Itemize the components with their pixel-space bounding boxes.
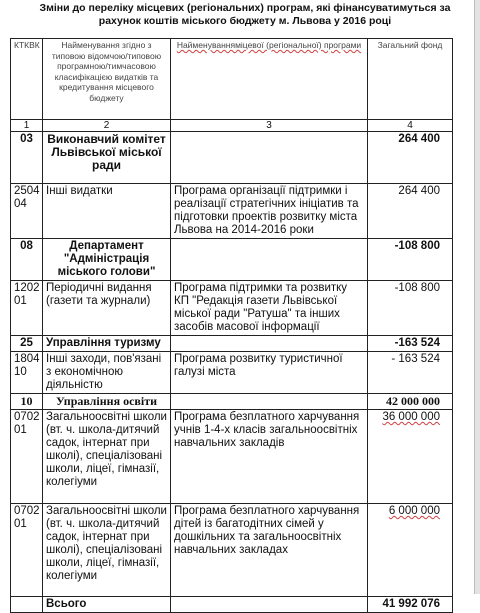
row-code: 25 xyxy=(11,336,43,352)
row-amount-text: 6 000 000 xyxy=(388,505,440,517)
row-name: Управління освіти xyxy=(43,394,171,410)
row-program xyxy=(171,394,368,410)
row-code: 2504 04 xyxy=(11,184,43,239)
row-program: Програма безплатного харчування дітей із багатодітних сімей у дошкільних та загальноосвітніх навчальних закладах xyxy=(171,504,368,597)
column-number: 3 xyxy=(171,120,368,132)
header-name: Найменування згідно з типовою відомчою/типовою програмною/тимчасовою класифікацією видатків та кредитування місцевого бюджету xyxy=(43,39,171,120)
table-row xyxy=(11,410,453,504)
total-code xyxy=(11,597,43,613)
total-label: Всього xyxy=(43,597,171,613)
row-amount xyxy=(368,410,453,504)
row-amount: -163 524 xyxy=(368,336,453,352)
programs-table xyxy=(10,38,453,613)
row-name: Інші видатки xyxy=(43,184,171,239)
table-row xyxy=(11,184,453,239)
row-code: 08 xyxy=(11,239,43,281)
row-code: 1202 01 xyxy=(11,281,43,336)
row-program: Програма безплатного харчування учнів 1-4-х класів загальноосвітніх навчальних закладів xyxy=(171,410,368,504)
row-name: Загальноосвітні школи (вт. ч. школа-дитячий садок, інтернат при школі), спеціалізовані школи, ліцеї, гімназії, колегіуми xyxy=(43,410,171,504)
column-number: 1 xyxy=(11,120,43,132)
row-code: 0702 01 xyxy=(11,410,43,504)
document-title: Зміни до переліку місцевих (регіональних) програм, які фінансуватимуться за рахунок коштів міського бюджету м. Львова у 2016 році xyxy=(39,2,451,27)
column-number: 2 xyxy=(43,120,171,132)
row-program: Програма організації підтримки і реалізації стратегічних ініціатив та підготовки проектів розвитку міста Львова на 2014-2016 роки xyxy=(171,184,368,239)
header-program-text: Найменуванняміцевої (регіональної) програми xyxy=(176,40,362,50)
row-amount-text: 36 000 000 xyxy=(382,411,440,423)
row-name: Інші заходи, пов'язані з економічною діяльністю xyxy=(43,352,171,394)
row-amount: 264 400 xyxy=(368,132,453,184)
total-row xyxy=(11,597,453,613)
table-row xyxy=(11,281,453,336)
total-amount: 41 992 076 xyxy=(368,597,453,613)
row-amount: -108 800 xyxy=(368,239,453,281)
row-amount: 42 000 000 xyxy=(368,394,453,410)
row-amount: 264 400 xyxy=(368,184,453,239)
scrollbar-edge xyxy=(474,0,480,594)
row-program xyxy=(171,239,368,281)
row-name: Загальноосвітні школи (вт. ч. школа-дитячий садок, інтернат при школі), спеціалізовані школи, ліцеї, гімназії, колегіуми xyxy=(43,504,171,597)
row-program xyxy=(171,336,368,352)
row-code: 10 xyxy=(11,394,43,410)
row-code: 03 xyxy=(11,132,43,184)
row-name: Періодичні видання (газети та журнали) xyxy=(43,281,171,336)
header-row xyxy=(11,39,453,120)
table-row xyxy=(11,504,453,597)
total-program xyxy=(171,597,368,613)
row-program: Програма розвитку туристичної галузі міста xyxy=(171,352,368,394)
row-program xyxy=(171,132,368,184)
row-amount: -108 800 xyxy=(368,281,453,336)
row-amount: - 163 524 xyxy=(368,352,453,394)
row-name: Департамент "Адміністрація міського голови" xyxy=(43,239,171,281)
header-ktkvk: КТКВК xyxy=(11,39,43,120)
row-name: Виконавчий комітет Львівської міської ради xyxy=(43,132,171,184)
header-fund: Загальний фонд xyxy=(368,39,453,120)
row-program: Програма підтримки та розвитку КП "Редакція газети Львівської міської ради "Ратуша" та інших засобів масової інформації xyxy=(171,281,368,336)
table-row xyxy=(11,352,453,394)
table-row-department xyxy=(11,336,453,352)
row-name: Управління туризму xyxy=(43,336,171,352)
row-code: 1804 10 xyxy=(11,352,43,394)
header-program xyxy=(171,39,368,120)
row-amount xyxy=(368,504,453,597)
column-number-row xyxy=(11,120,453,132)
table-row-department xyxy=(11,239,453,281)
table-row-department xyxy=(11,132,453,184)
row-code: 0702 01 xyxy=(11,504,43,597)
table-row-department xyxy=(11,394,453,410)
column-number: 4 xyxy=(368,120,453,132)
